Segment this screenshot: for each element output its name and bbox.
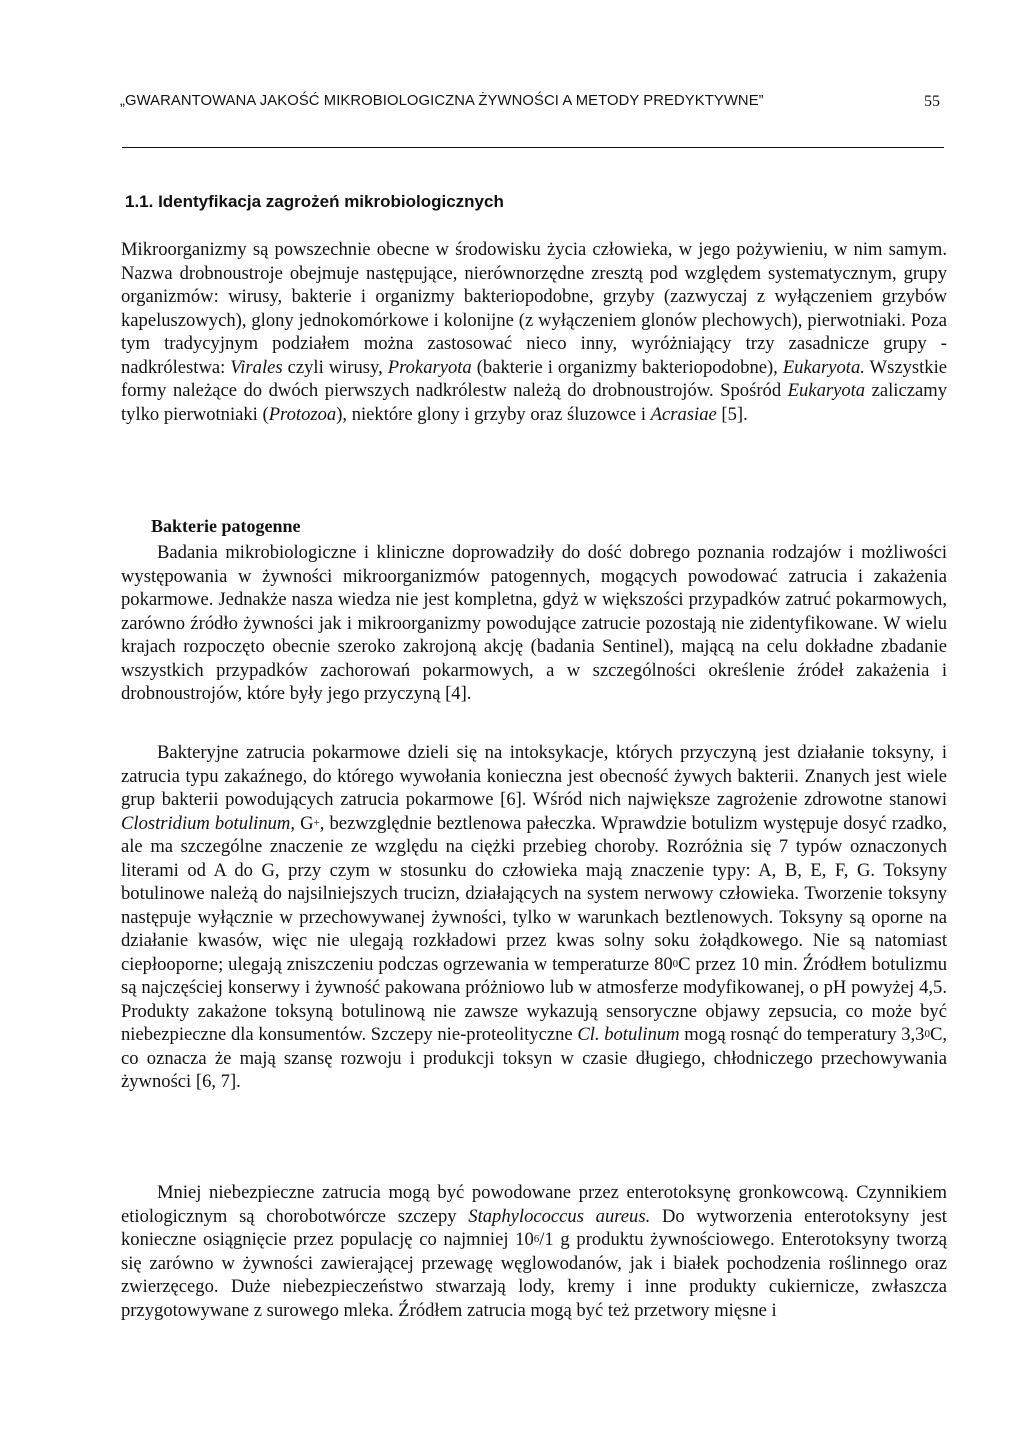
body-paragraph: Mniej niebezpieczne zatrucia mogą być powodowane przez enterotoksynę gronkowcową. Czynnikiem etiologicznym są chorobotwórcze szczepy Staphylococcus aureus. Do wytworzenia enterotoksyny jest konieczne osiągnięcie przez populację co najmniej $10^6/1$ g produktu żywnościowego. Enterotoksyny tworzą się zarówno w żywności zawierającej przewagę węglowodanów, jak i białek pochodzenia roślinnego oraz zwierzęcego. Duże niebezpieczeństwo stwarzają lody, kremy i inne produkty cukiernicze, zwłaszcza przygotowywane z surowego mleka. Źródłem zatrucia mogą być też przetwory mięsne i [121,1182,948,1321]
subsection-heading: Bakterie patogenne [151,516,301,536]
running-header-title: „GWARANTOWANA JAKOŚĆ MIKROBIOLOGICZNA ŻYWNOŚCI A METODY PREDYKTYWNE” [120,93,764,109]
term-eukaryota: Eukaryota. [782,356,865,378]
section-heading: 1.1. Identyfikacja zagrożeń mikrobiologicznych [125,192,504,211]
header-divider [122,147,944,148]
term-prokaryota: Prokaryota [387,356,472,378]
term-staphylococcus: Staphylococcus aureus. [468,1205,651,1227]
term-virales: Virales [230,356,283,378]
term-eukaryota: Eukaryota [787,380,866,401]
body-paragraph: Badania mikrobiologiczne i kliniczne doprowadziły do dość dobrego poznania rodzajów i możliwości występowania w żywności mikroorganizmów patogennych, mogących powodować zatrucia i zakażenia pokarmowe. Jednakże nasza wiedza nie jest kompletna, gdyż w większości przypadków zatruć pokarmowych, zarówno źródło żywności jak i mikroorganizmy powodujące zatrucie pozostają nie zidentyfikowane. W wielu krajach rozpoczęto obecnie szeroko zakrojoną akcję (badania Sentinel), mającą na celu dokładne zbadanie wszystkich przypadków zachorowań pokarmowych, a w szczególności określenie źródeł zakażenia i drobnoustrojów, które były jego przyczyną [4]. [121,542,947,704]
page-number: 55 [924,93,940,110]
intro-paragraph: Mikroorganizmy są powszechnie obecne w środowisku życia człowieka, w jego pożywieniu, w nim samym. Nazwa drobnoustroje obejmuje następujące, nierównorzędne zresztą pod względem systematycznym, grupy organizmów: wirusy, bakterie i organizmy bakteriopodobne, grzyby (zazwyczaj z wyłączeniem grzybów kapeluszowych), glony jednokomórkowe i kolonijne (z wyłączeniem glonów plechowych), pierwotniaki. Poza tym tradycyjnym podziałem można zastosować nieco inny, wyróżniający trzy zasadnicze grupy - nadkrólestwa: Virales czyli wirusy, Prokaryota (bakterie i organizmy bakteriopodobne), Eukaryota. Wszystkie formy należące do dwóch pierwszych nadkrólestw należą do drobnoustrojów. Spośród Eukaryota zaliczamy tylko pierwotniaki (Protozoa), niektóre glony i grzyby oraz śluzowce i Acrasiae [5]. [121,239,948,425]
term-clostridium: Clostridium botulinum, [121,812,295,834]
body-paragraph: Bakteryjne zatrucia pokarmowe dzieli się na intoksykacje, których przyczyną jest działanie toksyny, i zatrucia typu zakaźnego, do którego wywołania konieczna jest obecność żywych bakterii. Znanych jest wiele grup bakterii powodujących zatrucia pokarmowe [6]. Wśród nich największe zagrożenie zdrowotne stanowi Clostridium botulinum, G+, bezwzględnie beztlenowa pałeczka. Wprawdzie botulizm występuje dosyć rzadko, ale ma szczególne znaczenie ze względu na ciężki przebieg choroby. Rozróżnia się 7 typów oznaczonych literami od A do G, przy czym w stosunku do człowieka mają znaczenie typy: A, B, E, F, G. Toksyny botulinowe należą do najsilniejszych trucizn, działających na system nerwowy człowieka. Tworzenie toksyny następuje wyłącznie w przechowywanej żywności, tylko w warunkach beztlenowych. Toksyny są oporne na działanie kwasów, więc nie ulegają rozkładowi przez kwas solny soku żołądkowego. Nie są natomiast ciepłooporne; ulegają zniszczeniu podczas ogrzewania w temperaturze $80^0C$ przez 10 min. Źródłem botulizmu są najczęściej konserwy i żywność pakowana próżniowo lub w atmosferze modyfikowanej, o pH powyżej 4,5. Produkty zakażone toksyną botulinową nie zawsze wykazują sensoryczne objawy zepsucia, co może być niebezpieczne dla konsumentów. Szczepy nie-proteolityczne Cl. botulinum mogą rosnąć do temperatury $3,3^0C$, co oznacza że mają szansę rozwoju i produkcji toksyn w czasie długiego, chłodniczego przechowywania żywności [6, 7]. [121,742,947,1092]
term-cl-botulinum: Cl. botulinum [577,1024,680,1045]
term-acrasiae: Acrasiae [650,403,717,425]
term-protozoa: Protozoa [268,403,337,425]
